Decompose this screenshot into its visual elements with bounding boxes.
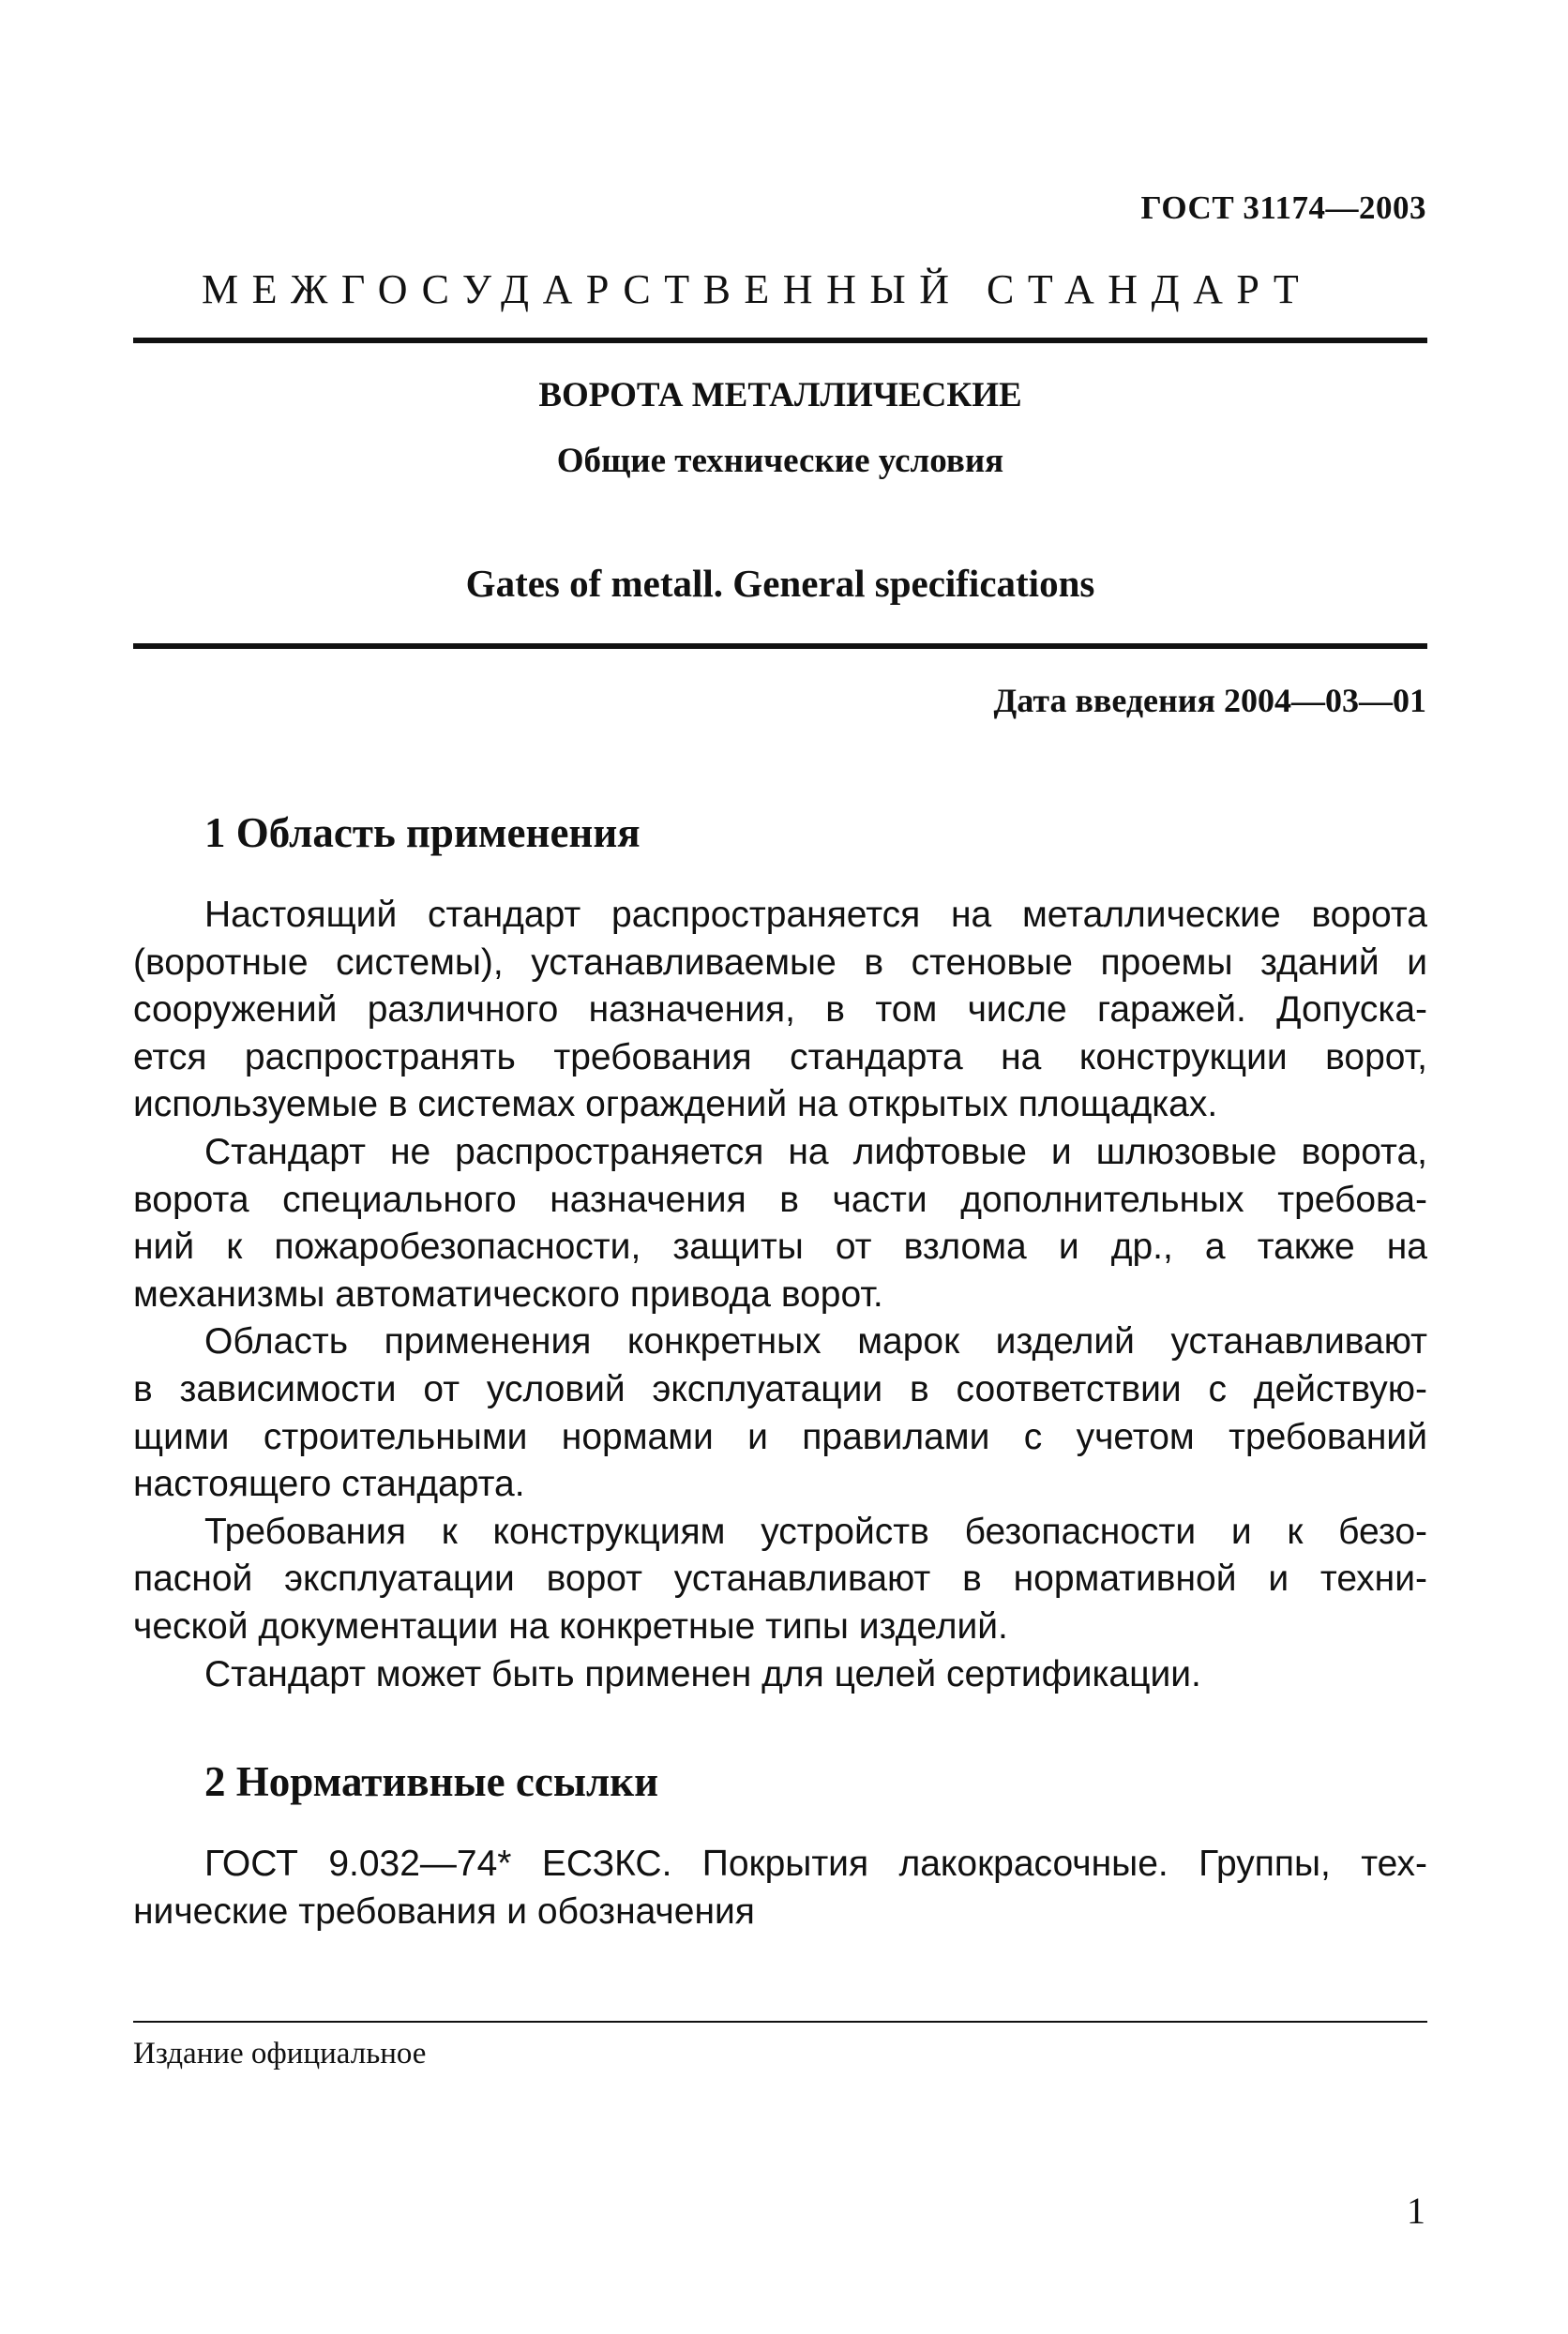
text-line: ворота специального назначения в части дополнительных требова- (133, 1179, 1427, 1220)
text-line: ется распространять требования стандарта на конструкции ворот, (133, 1036, 1427, 1077)
text-line: ГОСТ 9.032—74* ЕСЗКС. Покрытия лакокрасочные. Группы, тех- (204, 1844, 1427, 1884)
text-line: настоящего стандарта. (133, 1464, 525, 1505)
introduction-date: Дата введения 2004—03—01 (993, 682, 1426, 719)
text-line: нические требования и обозначения (133, 1890, 755, 1932)
text-line: Требования к конструкциям устройств безопасности и к безо- (204, 1511, 1427, 1552)
text-line: Настоящий стандарт распространяется на металлические ворота (204, 895, 1427, 935)
document-number: ГОСТ 31174—2003 (1140, 189, 1426, 226)
text-line: (воротные системы), устанавливаемые в стеновые проемы зданий и (133, 941, 1427, 983)
document-title-ru: ВОРОТА МЕТАЛЛИЧЕСКИЕ (538, 376, 1022, 414)
text-line: Область применения конкретных марок изделий устанавливают (204, 1321, 1427, 1363)
title-rule-divider (133, 643, 1427, 649)
text-line: используемые в системах ограждений на открытых площадках. (133, 1084, 1218, 1125)
text-line: Стандарт не распространяется на лифтовые и шлюзовые ворота, (204, 1131, 1427, 1172)
text-line: сооружений различного назначения, в том числе гаражей. Допуска- (133, 989, 1427, 1031)
standard-type-heading: МЕЖГОСУДАРСТВЕННЫЙ СТАНДАРТ (202, 266, 1313, 312)
section-heading-scope: 1 Область применения (204, 809, 641, 856)
text-line: щими строительными нормами и правилами с учетом требований (133, 1416, 1427, 1457)
footer-rule-divider (133, 2021, 1427, 2023)
section-body-scope (133, 892, 1427, 1698)
document-title-en: Gates of metall. General specifications (465, 562, 1095, 605)
text-line: в зависимости от условий эксплуатации в соответствии с действую- (133, 1368, 1427, 1409)
document-subtitle-ru: Общие технические условия (556, 442, 1004, 480)
text-line: механизмы автоматического привода ворот. (133, 1273, 883, 1315)
edition-note: Издание официальное (133, 2037, 427, 2070)
section-body-references (133, 1841, 1427, 1935)
text-line: пасной эксплуатации ворот устанавливают в нормативной и техни- (133, 1559, 1427, 1600)
text-line: ний к пожаробезопасности, защиты от взлома и др., а также на (133, 1227, 1427, 1268)
top-rule-divider (133, 338, 1427, 343)
page-number: 1 (1407, 2190, 1425, 2232)
section-heading-references: 2 Нормативные ссылки (204, 1758, 659, 1805)
text-line: Стандарт может быть применен для целей сертификации. (204, 1653, 1201, 1694)
text-line: ческой документации на конкретные типы изделий. (133, 1605, 1008, 1647)
